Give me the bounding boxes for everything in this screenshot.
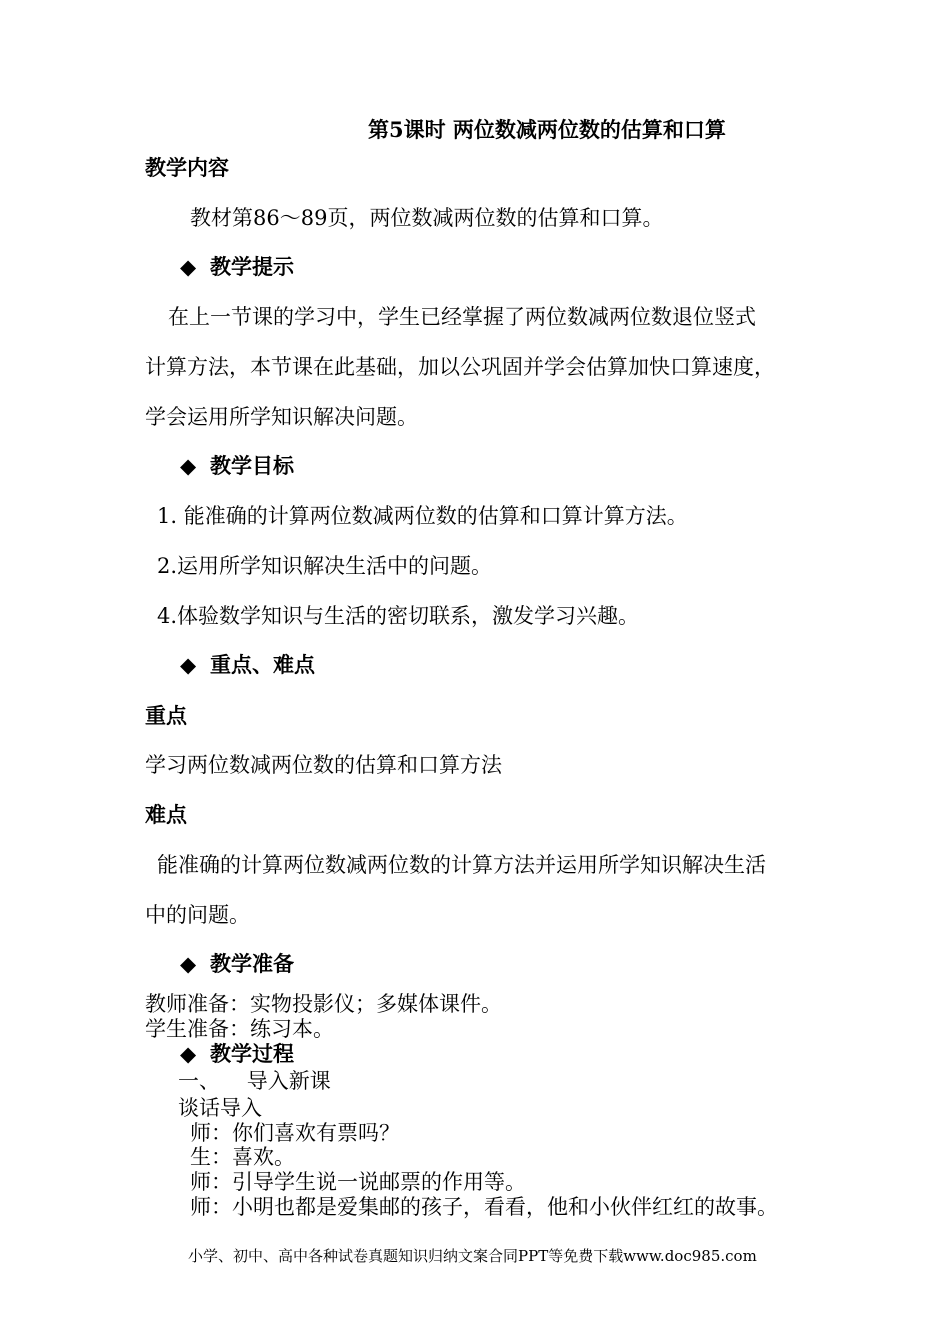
hint-line: 学会运用所学知识解决问题。	[145, 405, 418, 429]
hint-line: 计算方法，本节课在此基础，加以公巩固并学会估算加快口算速度，	[145, 355, 775, 379]
prep-line: 教师准备：实物投影仪；多媒体课件。	[145, 992, 502, 1016]
goal-item: 2.运用所学知识解决生活中的问题。	[157, 554, 493, 578]
hint-heading	[180, 254, 294, 280]
hint-line: 在上一节课的学习中，学生已经掌握了两位数减两位数退位竖式	[168, 305, 756, 329]
key-label: 重点	[145, 703, 187, 728]
dialogue-line: 师：小明也都是爱集邮的孩子，看看，他和小伙伴红红的故事。	[190, 1195, 778, 1219]
page-title: 第5课时 两位数减两位数的估算和口算	[368, 117, 726, 142]
goals-heading	[180, 453, 294, 479]
goal-item: 1. 能准确的计算两位数减两位数的估算和口算计算方法。	[157, 504, 688, 528]
page-footer: 小学、初中、高中各种试卷真题知识归纳文案合同PPT等免费下载www.doc985.com	[188, 1247, 757, 1265]
prep-line: 学生准备：练习本。	[145, 1017, 334, 1041]
diamond-bullet-icon: ◆	[180, 652, 197, 677]
goals-heading-label: 教学目标	[210, 453, 294, 478]
difficult-label: 难点	[145, 802, 187, 827]
process-step: 一、 导入新课	[178, 1069, 331, 1093]
intro-label: 谈话导入	[178, 1096, 262, 1120]
prep-heading-label: 教学准备	[210, 951, 294, 976]
key-heading	[180, 652, 315, 678]
content-heading: 教学内容	[145, 155, 229, 180]
goal-item: 4.体验数学知识与生活的密切联系，激发学习兴趣。	[157, 604, 640, 628]
key-heading-label: 重点、难点	[210, 652, 315, 677]
diamond-bullet-icon: ◆	[180, 254, 197, 279]
key-text: 学习两位数减两位数的估算和口算方法	[145, 753, 502, 777]
diamond-bullet-icon: ◆	[180, 453, 197, 478]
process-heading	[180, 1041, 294, 1067]
difficult-line: 能准确的计算两位数减两位数的计算方法并运用所学知识解决生活	[157, 853, 766, 877]
dialogue-line: 师：引导学生说一说邮票的作用等。	[190, 1170, 526, 1194]
process-heading-label: 教学过程	[210, 1041, 294, 1066]
dialogue-line: 师：你们喜欢有票吗？	[190, 1121, 400, 1145]
prep-heading	[180, 951, 294, 977]
difficult-line: 中的问题。	[145, 903, 250, 927]
dialogue-line: 生：喜欢。	[190, 1145, 295, 1169]
content-text: 教材第86～89页，两位数减两位数的估算和口算。	[190, 206, 664, 230]
diamond-bullet-icon: ◆	[180, 951, 197, 976]
diamond-bullet-icon: ◆	[180, 1041, 197, 1066]
hint-heading-label: 教学提示	[210, 254, 294, 279]
